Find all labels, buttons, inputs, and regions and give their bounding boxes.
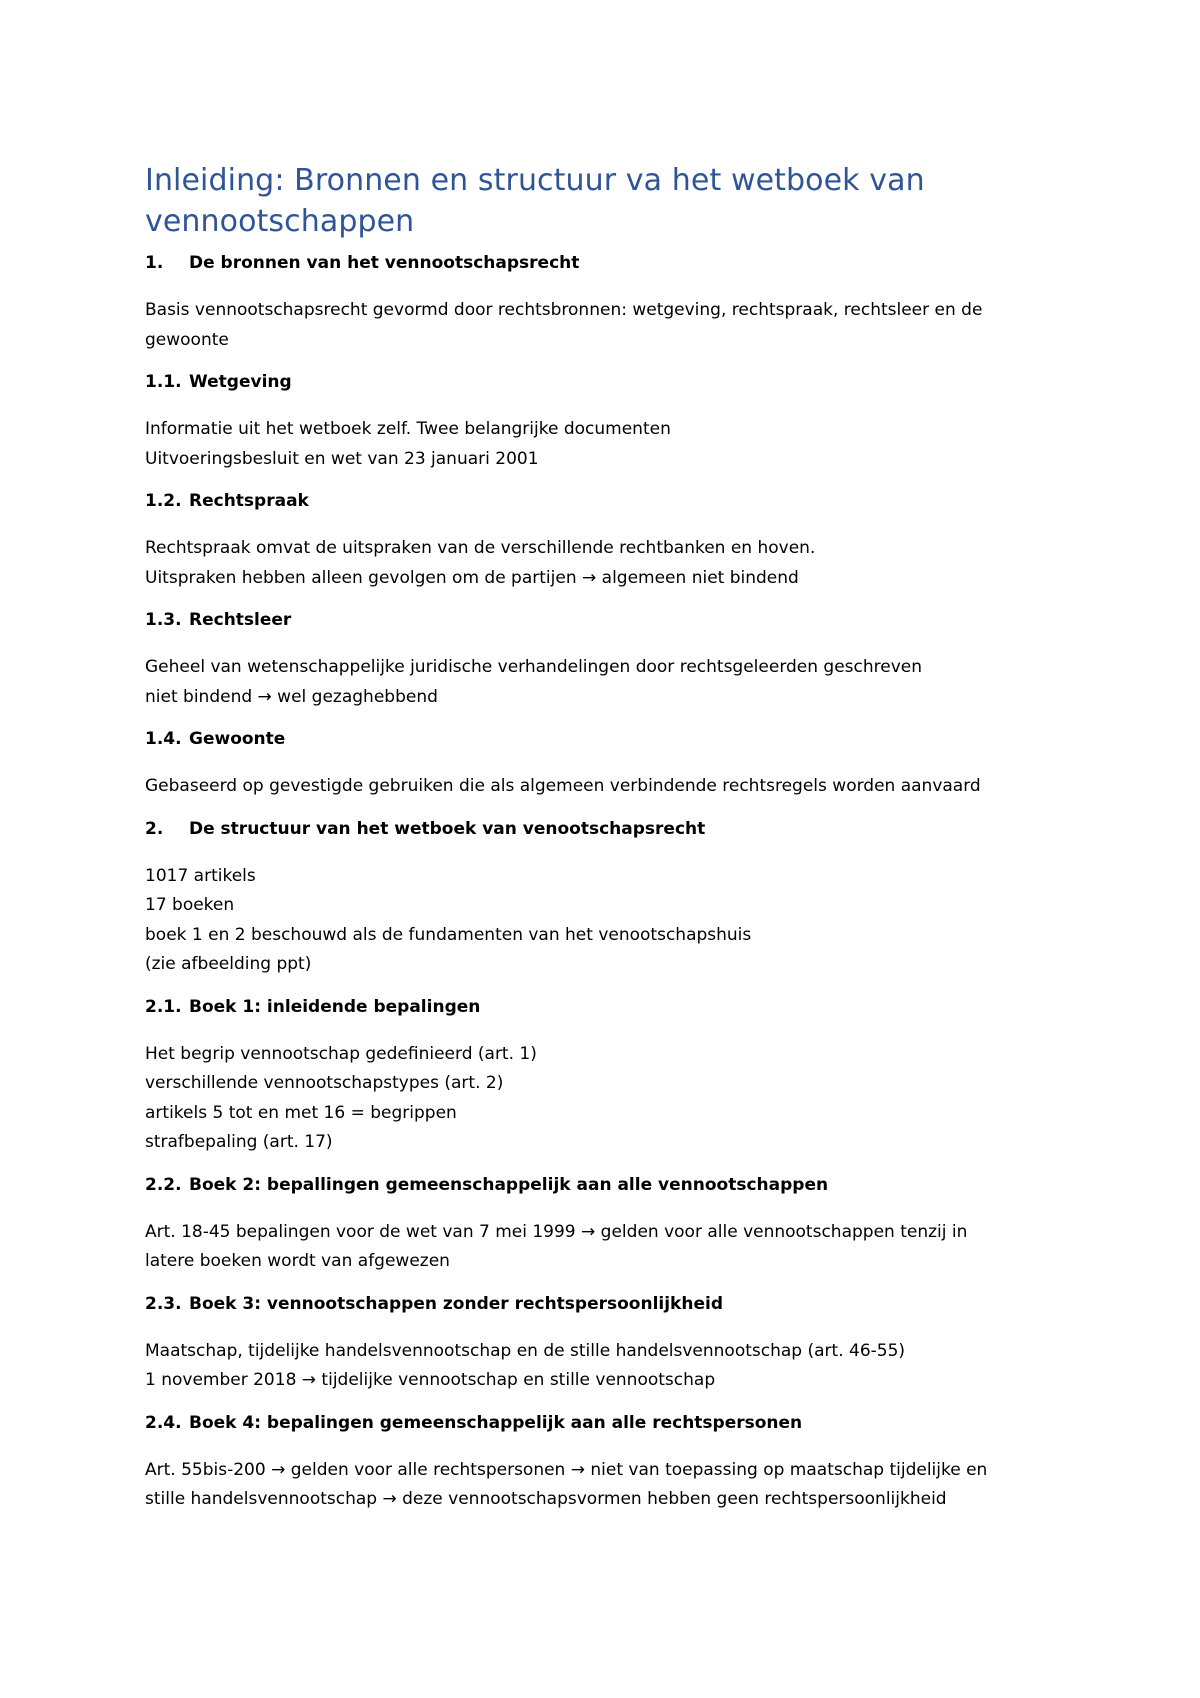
- section-number: 1.3.: [145, 610, 182, 630]
- paragraph-line: Gebaseerd op gevestigde gebruiken die als algemeen verbindende rechtsregels worden aanvaard: [145, 776, 981, 796]
- section-heading-text: Rechtspraak: [189, 491, 309, 511]
- paragraph-line: latere boeken wordt van afgewezen: [145, 1251, 450, 1271]
- section-heading: [145, 728, 1065, 750]
- paragraph-line: (zie afbeelding ppt): [145, 954, 312, 974]
- section-heading: [145, 1174, 1065, 1196]
- section-paragraph: [145, 653, 1065, 712]
- section-number: 2.1.: [145, 996, 182, 1017]
- section-paragraph: [145, 534, 1065, 593]
- paragraph-line: Rechtspraak omvat de uitspraken van de verschillende rechtbanken en hoven.: [145, 538, 816, 558]
- section-paragraph: [145, 1218, 1065, 1277]
- document-page: [145, 160, 1065, 1531]
- section-heading-text: Boek 2: bepallingen gemeenschappelijk aan alle vennootschappen: [189, 1174, 829, 1195]
- document-body: [145, 252, 1065, 1515]
- section-heading: [145, 1412, 1065, 1434]
- document-title: Inleiding: Bronnen en structuur va het wetboek van vennootschappen: [145, 163, 925, 239]
- section-heading-text: Gewoonte: [189, 729, 286, 749]
- paragraph-line: stille handelsvennootschap → deze vennootschapsvormen hebben geen rechtspersoonlijkheid: [145, 1489, 947, 1509]
- section-paragraph: [145, 1337, 1065, 1396]
- section-heading: [145, 1293, 1065, 1315]
- section-number: 1.4.: [145, 729, 182, 749]
- section-number: 1.: [145, 253, 164, 273]
- section-heading-text: Wetgeving: [189, 372, 292, 392]
- section-heading: [145, 996, 1065, 1018]
- paragraph-line: Art. 18-45 bepalingen voor de wet van 7 mei 1999 → gelden voor alle vennootschappen tenzij in: [145, 1221, 968, 1242]
- paragraph-line: Geheel van wetenschappelijke juridische verhandelingen door rechtsgeleerden geschreven: [145, 657, 923, 677]
- paragraph-line: gewoonte: [145, 329, 229, 350]
- section-heading: [145, 818, 1065, 840]
- paragraph-line: Uitvoeringsbesluit en wet van 23 januari 2001: [145, 448, 539, 469]
- section-paragraph: [145, 296, 1065, 355]
- section-paragraph: [145, 862, 1065, 980]
- paragraph-line: strafbepaling (art. 17): [145, 1132, 333, 1152]
- section-heading-text: Boek 4: bepalingen gemeenschappelijk aan alle rechtspersonen: [189, 1412, 803, 1433]
- paragraph-line: 17 boeken: [145, 895, 235, 915]
- section-heading-text: De bronnen van het vennootschapsrecht: [189, 253, 580, 273]
- paragraph-line: niet bindend → wel gezaghebbend: [145, 686, 438, 707]
- paragraph-line: Uitspraken hebben alleen gevolgen om de partijen → algemeen niet bindend: [145, 567, 799, 588]
- section-paragraph: [145, 1456, 1065, 1515]
- section-heading: [145, 252, 1065, 274]
- section-heading: [145, 371, 1065, 393]
- section-heading-text: Boek 3: vennootschappen zonder rechtspersoonlijkheid: [189, 1293, 723, 1314]
- paragraph-line: 1017 artikels: [145, 865, 256, 886]
- section-number: 2.2.: [145, 1174, 182, 1195]
- section-heading-text: De structuur van het wetboek van venootschapsrecht: [189, 818, 706, 839]
- paragraph-line: Art. 55bis-200 → gelden voor alle rechtspersonen → niet van toepassing op maatschap tijdelijke en: [145, 1459, 988, 1480]
- section-number: 2.: [145, 818, 164, 839]
- section-number: 1.1.: [145, 372, 182, 392]
- paragraph-line: Informatie uit het wetboek zelf. Twee belangrijke documenten: [145, 419, 671, 439]
- paragraph-line: Maatschap, tijdelijke handelsvennootschap en de stille handelsvennootschap (art. 46-55): [145, 1340, 906, 1361]
- paragraph-line: boek 1 en 2 beschouwd als de fundamenten van het venootschapshuis: [145, 924, 752, 945]
- paragraph-line: verschillende vennootschapstypes (art. 2): [145, 1073, 504, 1093]
- section-paragraph: [145, 415, 1065, 474]
- paragraph-line: 1 november 2018 → tijdelijke vennootschap en stille vennootschap: [145, 1370, 716, 1390]
- section-paragraph: [145, 1040, 1065, 1158]
- paragraph-line: Het begrip vennootschap gedefinieerd (art. 1): [145, 1043, 537, 1064]
- section-heading-text: Boek 1: inleidende bepalingen: [189, 996, 481, 1017]
- section-number: 1.2.: [145, 491, 182, 511]
- paragraph-line: artikels 5 tot en met 16 = begrippen: [145, 1102, 457, 1123]
- section-heading: [145, 609, 1065, 631]
- section-paragraph: [145, 772, 1065, 802]
- section-number: 2.4.: [145, 1412, 182, 1433]
- section-heading: [145, 490, 1065, 512]
- section-number: 2.3.: [145, 1293, 182, 1314]
- paragraph-line: Basis vennootschapsrecht gevormd door rechtsbronnen: wetgeving, rechtspraak, rechtsleer en de: [145, 300, 983, 320]
- section-heading-text: Rechtsleer: [189, 610, 292, 630]
